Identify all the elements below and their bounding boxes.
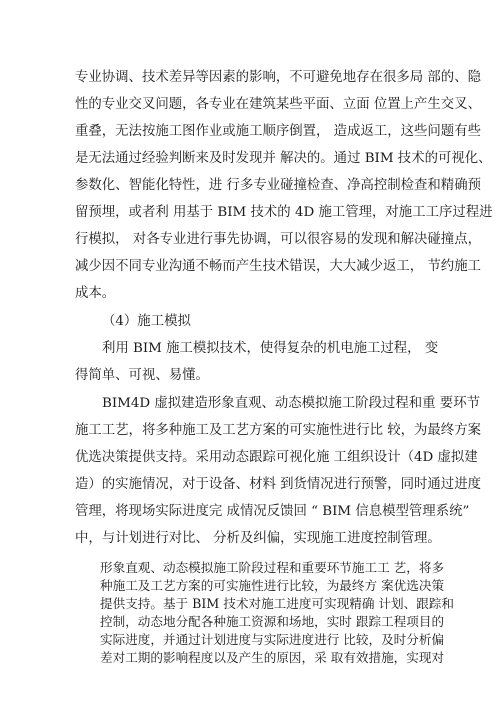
paragraph-2-line: 利用 BIM 施工模拟技术，使得复杂的机电施工过程， 变	[102, 341, 439, 356]
paragraph-3-line: 中，与计划进行对比、 分析及纠偏，实现施工进度控制管理。	[75, 531, 441, 546]
paragraph-4-line: 提供支持。基于 BIM 技术对施工进度可实现精确 计划、跟踪和	[100, 596, 454, 611]
paragraph-1-line: 留预埋，或者利 用基于 BIM 技术的 4D 施工管理，对施工工序过程进	[75, 205, 493, 220]
paragraph-1-line: 重叠，无法按施工图作业或施工顺序倒置， 造成返工，这些问题有些	[75, 124, 481, 139]
paragraph-4-line: 形象直观、动态模拟施工阶段过程和重要环节施工工 艺，将多	[100, 560, 445, 575]
paragraph-3-line: 管理，将现场实际进度完 成情况反馈回 “ BIM 信息模型管理系统”	[75, 504, 470, 519]
paragraph-1-line: 专业协调、技术差异等因素的影响，不可避免地存在很多局 部的、隐	[75, 70, 481, 85]
paragraph-1-line: 性的专业交叉问题，各专业在建筑某些平面、立面 位置上产生交叉、	[75, 97, 481, 112]
paragraph-4-line: 差对工期的影响程度以及产生的原因，采 取有效措施，实现对	[100, 650, 445, 665]
paragraph-4-line: 种施工及工艺方案的可实施性进行比较，为最终方 案优选决策	[100, 578, 445, 593]
paragraph-3-line: BIM4D 虚拟建造形象直观、动态模拟施工阶段过程和重 要环节	[102, 396, 480, 411]
paragraph-2-line: 得简单、可视、易懂。	[75, 368, 209, 383]
section-heading: （4）施工模拟	[102, 314, 191, 329]
paragraph-1-line: 成本。	[75, 286, 116, 301]
paragraph-1-line: 是无法通过经验判断来及时发现并 解决的。通过 BIM 技术的可视化、	[75, 151, 492, 166]
paragraph-3-line: 施工工艺，将多种施工及工艺方案的可实施性进行比 较，为最终方案	[75, 423, 481, 438]
paragraph-3-line: 优选决策提供支持。采用动态跟踪可视化施 工组织设计（4D 虚拟建	[75, 450, 478, 465]
paragraph-4-line: 控制，动态地分配各种施工资源和场地，实时 跟踪工程项目的	[100, 614, 445, 629]
paragraph-3-line: 造）的实施情况，对于设备、材料 到货情况进行预警，同时通过进度	[75, 477, 481, 492]
paragraph-1-line: 行模拟， 对各专业进行事先协调，可以很容易的发现和解决碰撞点，	[75, 232, 481, 247]
paragraph-1-line: 减少因不同专业沟通不畅而产生技术错误，大大减少返工， 节约施工	[75, 259, 481, 274]
paragraph-4-line: 实际进度，并通过计划进度与实际进度进行 比较，及时分析偏	[100, 632, 445, 647]
paragraph-1-line: 参数化、智能化特性，进 行多专业碰撞检查、净高控制检查和精确预	[75, 178, 481, 193]
